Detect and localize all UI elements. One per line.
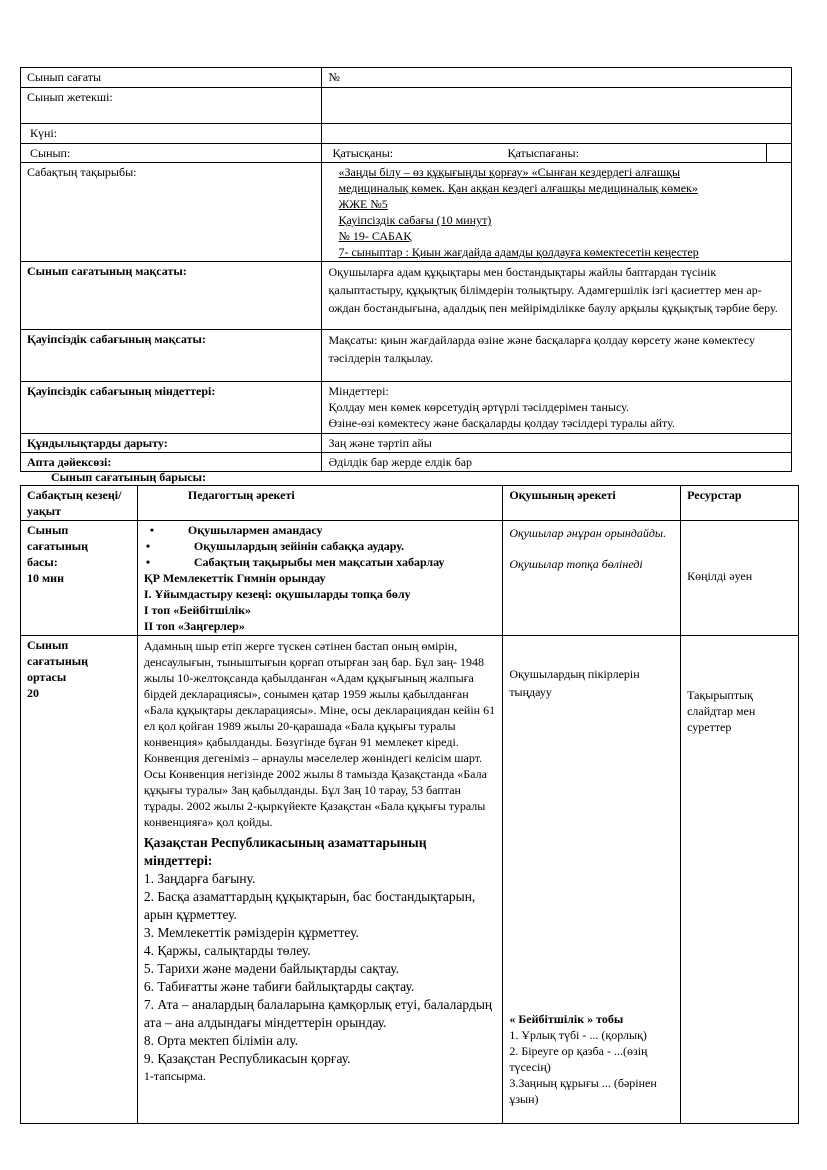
student-note: Оқушылар топқа бөлінеді bbox=[509, 557, 643, 571]
bullet-text: Оқушылардың зейінін сабаққа аудару. bbox=[193, 539, 405, 553]
safety-task-line: Міндеттері: bbox=[328, 384, 389, 398]
class-label: Сынып: bbox=[21, 144, 322, 163]
safety-tasks-label: Қауіпсіздік сабағының міндеттері: bbox=[21, 382, 322, 434]
lesson-progress-table bbox=[20, 485, 799, 1124]
absent-label: Қатыспағаны: bbox=[507, 146, 579, 160]
duty-item: 2. Басқа азаматтардың құқықтарын, бас бостандықтарын, арын құрметтеу. bbox=[143, 889, 476, 922]
duties-title: Қазақстан Республикасының азаматтарының міндеттері: bbox=[143, 835, 427, 868]
safety-goal-text: Мақсаты: қиын жағдайларда өзіне және басқаларға қолдау көрсету және көмектесу тәсілдерін талқылау. bbox=[322, 330, 792, 382]
bullet-mark: • bbox=[145, 555, 151, 569]
topic-line: «Заңды білу – өз құқығыңды қорғау» «Сынған кездердегі алғашқы bbox=[338, 165, 681, 179]
col-header-teacher: Педагогтың әрекеті bbox=[137, 486, 502, 521]
student-note: Оқушылар әнұран орындайды. bbox=[509, 526, 667, 540]
group-item: 1. Ұрлық түбі - ... (қорлық) bbox=[509, 1028, 647, 1042]
bullet-text: Сабақтың тақырыбы мен мақсатын хабарлау bbox=[193, 555, 445, 569]
stage-line: Сынып bbox=[27, 523, 69, 537]
progress-caption: Сынып сағатының барысы: bbox=[51, 470, 207, 484]
teacher-action-start bbox=[137, 521, 502, 636]
values-label: Құндылықтарды дарыту: bbox=[21, 434, 322, 453]
teacher-line: I. Ұйымдастыру кезеңі: оқушыларды топқа бөлу bbox=[143, 587, 411, 601]
resources-start: Көңілді әуен bbox=[681, 521, 799, 636]
stage-line: сағатының bbox=[27, 654, 89, 668]
group-title: « Бейбітшілік » тобы bbox=[509, 1012, 624, 1026]
duty-item: 5. Тарихи және мәдени байлықтарды сақтау. bbox=[143, 961, 399, 976]
stage-line: 10 мин bbox=[27, 571, 65, 585]
stage-line: Сынып bbox=[27, 638, 69, 652]
class-teacher-value bbox=[322, 88, 792, 124]
date-value bbox=[322, 124, 792, 144]
col-header-stage: Сабақтың кезеңі/ уақыт bbox=[21, 486, 138, 521]
bullet-mark: • bbox=[145, 539, 151, 553]
class-teacher-label: Сынып жетекші: bbox=[21, 88, 322, 124]
attendance-cell bbox=[322, 144, 767, 163]
goal-text: Оқушыларға адам құқықтары мен бостандықтары жайлы баптардан түсінік қалыптастыру, құқықтық білімдерін толықтыру. Адамгершілік ізгі қасиеттер мен ар-ождан бостандығына, адалдық пен мейірімділікке баулу арқылы құқықтық тәрбие беру. bbox=[322, 262, 792, 330]
student-opinion: Оқушылардың пікірлерін тыңдауу bbox=[509, 667, 640, 699]
stage-line: 20 bbox=[27, 686, 39, 700]
stage-line: басы: bbox=[27, 555, 58, 569]
law-paragraph: Адамның шыр етіп жерге түскен сәтінен бастап оның өмірін, денсаулығын, тыныштығын қорғап отырған заң бар. Бұл заң- 1948 жылы 10-желтоқсанда қабылданған «Адам құқығының жалпыға бірдей декларациясы», сонымен қатар 1959 жылы қабылданған «Бала құқықтары декларациясы». Міне, осы декларациядан кейін 61 ел қол қойған 1989 жылы 20-қарашада «Бала құқығы туралы конвенция» қабылданды. Бөзүгінде бұған 91 мемлекет кіреді. Конвенция дегеніміз – арнаулы мәселелер жөніндегі келісім шарт. Осы Конвенция негізінде 2002 жылы 8 тамызда Қазақстанда «Бала құқығы туралы» Заң қабылданды. Бұл Заң 10 тарау, 53 баптан тұрады. 2002 жылы 2-қыркүйекте Қазақстан «Бала құқығы туралы конвенцияға» қол қойды. bbox=[143, 639, 496, 829]
quote-label: Апта дәйексөзі: bbox=[21, 453, 322, 472]
stage-middle bbox=[21, 636, 138, 1124]
bullet-mark: • bbox=[149, 523, 155, 537]
lesson-info-table bbox=[20, 67, 792, 472]
date-label: Күні: bbox=[21, 124, 322, 144]
duty-item: 7. Ата – аналардың балаларына қамқорлық етуі, балалардың ата – ана алдындағы міндеттерін орындау. bbox=[143, 997, 493, 1030]
teacher-action-middle bbox=[137, 636, 502, 1124]
group-item: 2. Біреуге ор қазба - ...(өзің түсесің) bbox=[509, 1044, 648, 1074]
class-hour-label: Сынып сағаты bbox=[21, 68, 322, 88]
duty-item: 9. Қазақстан Республикасын қорғау. bbox=[143, 1051, 351, 1066]
topic-line: № 19- САБАҚ bbox=[338, 229, 412, 243]
resources-middle bbox=[681, 636, 799, 1124]
teacher-line: ҚР Мемлекеттік Гимнін орындау bbox=[143, 571, 326, 585]
stage-start bbox=[21, 521, 138, 636]
bullet-item bbox=[144, 554, 496, 570]
teacher-line: II топ «Заңгерлер» bbox=[143, 619, 245, 633]
group-item: 3.Заңның құрығы ... (бәрінен ұзын) bbox=[509, 1076, 657, 1106]
duty-item: 6. Табиғатты және табиғи байлықтарды сақтау. bbox=[143, 979, 415, 994]
duty-item: 4. Қаржы, салықтарды төлеу. bbox=[143, 943, 311, 958]
topic-line: 7- сыныптар : Қиын жағдайда адамды қолдауға көмектесетін кеңестер bbox=[338, 245, 699, 259]
values-text: Заң және тәртіп айы bbox=[322, 434, 792, 453]
class-hour-number: № bbox=[322, 68, 792, 88]
safety-goal-label: Қауіпсіздік сабағының мақсаты: bbox=[21, 330, 322, 382]
bullet-text: Оқушылармен амандасу bbox=[187, 523, 323, 537]
topic-label: Сабақтың тақырыбы: bbox=[21, 163, 322, 262]
topic-cell bbox=[322, 163, 792, 262]
col-header-student: Оқушының әрекеті bbox=[503, 486, 681, 521]
topic-line: Қауіпсіздік сабағы (10 минут) bbox=[338, 213, 492, 227]
bullet-item bbox=[144, 522, 496, 538]
safety-tasks-cell bbox=[322, 382, 792, 434]
present-label: Қатысқаны: bbox=[332, 146, 394, 160]
topic-line: медициналық көмек. Қан аққан кездегі алғашқы медициналық көмек» bbox=[338, 181, 698, 195]
safety-task-line: Өзіне-өзі көмектесу және басқаларды қолдау тәсілдері туралы айту. bbox=[328, 416, 675, 430]
student-action-start bbox=[503, 521, 681, 636]
duty-item: 8. Орта мектеп білімін алу. bbox=[143, 1033, 299, 1048]
teacher-line: I топ «Бейбітшілік» bbox=[143, 603, 252, 617]
quote-text: Әділдік бар жерде елдік бар bbox=[322, 453, 792, 472]
student-action-middle bbox=[503, 636, 681, 1124]
attendance-extra bbox=[767, 144, 792, 163]
safety-task-line: Қолдау мен көмек көрсетудің әртүрлі тәсілдерімен танысу. bbox=[328, 400, 629, 414]
topic-line: ЖЖЕ №5 bbox=[338, 197, 388, 211]
duty-item: 3. Мемлекеттік рәміздерін құрметтеу. bbox=[143, 925, 359, 940]
stage-line: ортасы bbox=[27, 670, 67, 684]
goal-label: Сынып сағатының мақсаты: bbox=[21, 262, 322, 330]
col-header-resources: Ресурстар bbox=[681, 486, 799, 521]
bullet-item bbox=[144, 538, 496, 554]
task-label: 1-тапсырма. bbox=[143, 1069, 206, 1083]
resources-text: Тақырыптық слайдтар мен суреттер bbox=[687, 688, 756, 734]
stage-line: сағатының bbox=[27, 539, 89, 553]
duty-item: 1. Заңдарға бағыну. bbox=[143, 871, 256, 886]
